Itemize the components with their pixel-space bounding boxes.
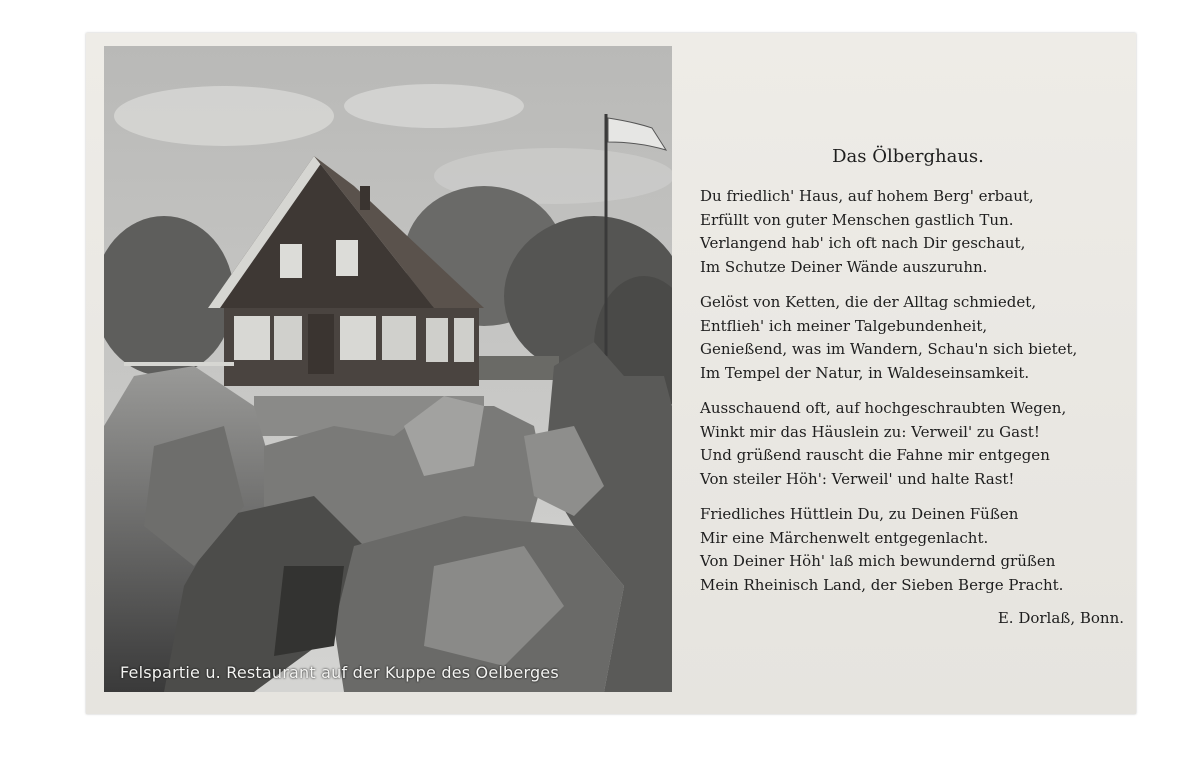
poem-line: Verlangend hab' ich oft nach Dir geschaut, [700,234,1026,252]
house-on-rocks-illustration [104,46,672,692]
poem-line: Ausschauend oft, auf hochgeschraubten Wegen, [700,399,1067,417]
poem-line: Im Schutze Deiner Wände auszuruhn. [700,257,988,276]
poem-line: Im Tempel der Natur, in Waldeseinsamkeit. [700,363,1030,382]
poem-line: Von Deiner Höh' laß mich bewundernd grüßen [700,552,1056,570]
poem-line: Friedliches Hüttlein Du, zu Deinen Füßen [700,505,1019,523]
poem-author: E. Dorlaß, Bonn. [997,609,1124,627]
poem [700,146,1130,630]
stanza-3 [700,397,1130,491]
poem-line: Von steiler Höh': Verweil' und halte Rast! [700,469,1015,488]
poem-line: Winkt mir das Häuslein zu: Verweil' zu Gast! [700,422,1040,441]
photo-caption: Felspartie u. Restaurant auf der Kuppe des Oelberges [120,663,559,682]
stanza-1 [700,185,1130,279]
poem-line: Du friedlich' Haus, auf hohem Berg' erbaut, [700,187,1034,205]
poem-line: Genießend, was im Wandern, Schau'n sich bietet, [700,340,1078,358]
poem-title: Das Ölberghaus. [832,146,984,167]
stanza-4 [700,503,1130,597]
poem-line: Und grüßend rauscht die Fahne mir entgegen [700,446,1050,464]
stanza-2 [700,291,1130,385]
poem-line: Mir eine Märchenwelt entgegenlacht. [700,528,989,547]
photo [104,46,672,692]
poem-line: Erfüllt von guter Menschen gastlich Tun. [700,210,1014,229]
poem-line: Entflieh' ich meiner Talgebundenheit, [700,316,988,335]
poem-line: Gelöst von Ketten, die der Alltag schmiedet, [700,293,1037,311]
poem-line: Mein Rheinisch Land, der Sieben Berge Pracht. [700,575,1064,594]
